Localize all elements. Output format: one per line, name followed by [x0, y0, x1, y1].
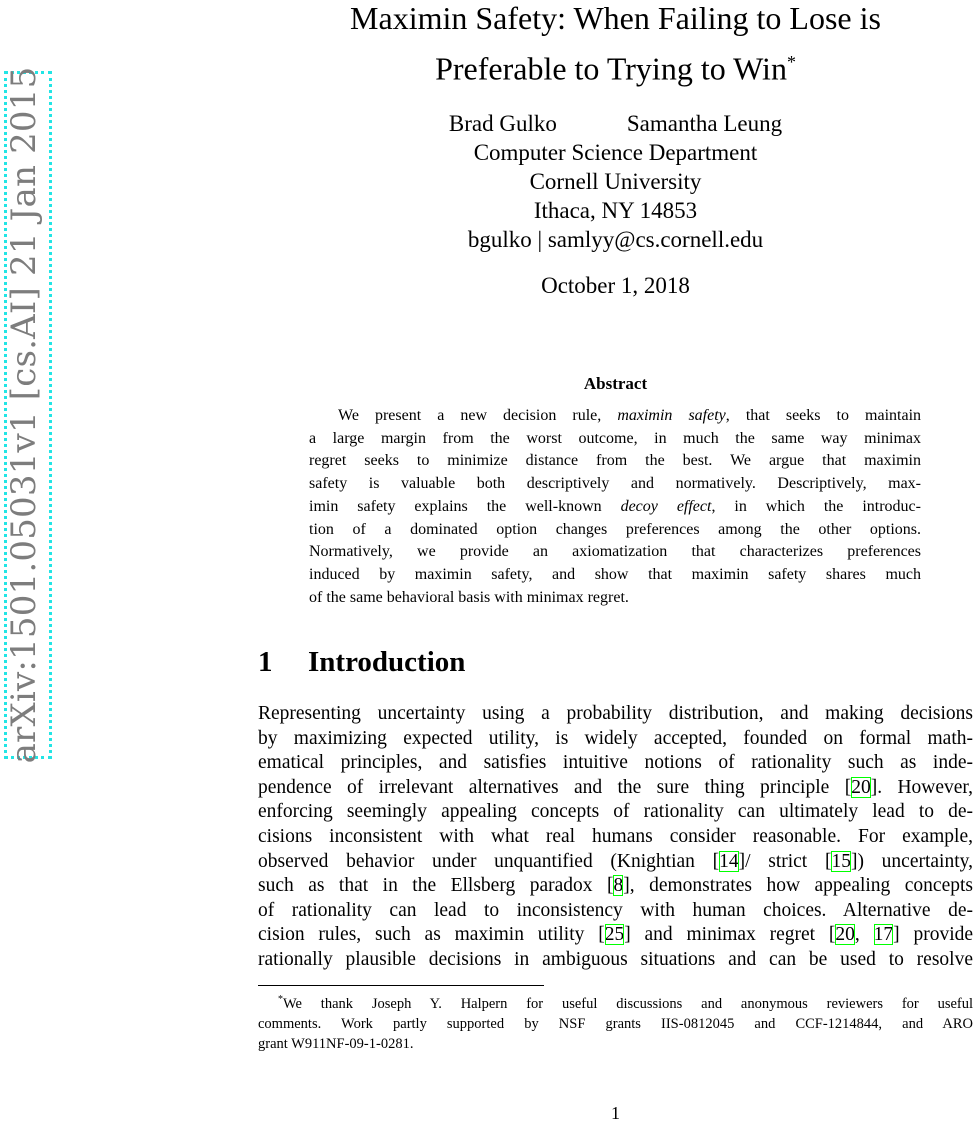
abstract-line: induced by maximin safety, and show that maximin safety shares much	[309, 565, 921, 583]
title-line-1: Maximin Safety: When Failing to Lose is	[350, 0, 881, 36]
abstract-body	[309, 405, 921, 609]
page-number: 1	[611, 1103, 620, 1123]
affiliation-location: Ithaca, NY 14853	[533, 198, 698, 223]
section-heading	[258, 646, 465, 679]
affiliation-university: Cornell University	[529, 169, 702, 194]
footnote-line: grant W911NF-09-1-0281.	[258, 1035, 414, 1052]
body-line: pendence of irrelevant alternatives and the sure thing principle [20]. However,	[258, 776, 973, 798]
paper-date: October 1, 2018	[541, 273, 690, 298]
body-line: cisions inconsistent with what real humans consider reasonable. For example,	[258, 825, 973, 847]
section-number: 1	[258, 646, 273, 678]
author-emails: bgulko | samlyy@cs.cornell.edu	[467, 227, 764, 252]
body-line: rationally plausible decisions in ambiguous situations and can be used to resolve	[258, 948, 973, 970]
citation-link[interactable]: 8	[613, 875, 624, 897]
abstract-line: a large margin from the worst outcome, in much the same way minimax	[309, 429, 921, 447]
abstract-line: Normatively, we provide an axiomatization that characterizes preferences	[309, 543, 921, 561]
body-line: cision rules, such as maximin utility [25] and minimax regret [20, 17] provide	[258, 924, 973, 946]
citation-link[interactable]: 20	[835, 924, 855, 946]
abstract-line: safety is valuable both descriptively and normatively. Descriptively, max-	[309, 475, 921, 493]
author-names	[258, 109, 973, 138]
footnote-line: comments. Work partly supported by NSF grants IIS-0812045 and CCF-1214844, and ARO	[258, 1015, 973, 1032]
title-line-2-text: Preferable to Trying to Win	[435, 50, 787, 87]
term-maximin-safety: maximin safety	[617, 407, 726, 424]
author-2: Samantha Leung	[626, 111, 783, 136]
citation-link[interactable]: 25	[604, 924, 625, 946]
citation-link[interactable]: 15	[831, 850, 851, 872]
abstract-line: We present a new decision rule, maximin safety, that seeks to maintain	[338, 407, 922, 424]
abstract-line: regret seeks to minimize distance from the best. We argue that maximin	[309, 452, 921, 470]
author-1: Brad Gulko	[448, 111, 557, 136]
abstract-line: imin safety explains the well-known decoy effect, in which the introduc-	[309, 497, 921, 515]
footnote	[258, 990, 973, 1054]
body-line: of rationality can lead to inconsistency with human choices. Alternative de-	[258, 899, 973, 921]
abstract-line: tion of a dominated option changes preferences among the other options.	[309, 520, 921, 538]
section-title: Introduction	[308, 646, 466, 678]
author-block	[258, 109, 973, 254]
abstract-heading: Abstract	[583, 374, 648, 393]
arxiv-stamp: arXiv:1501.05031v1 [cs.AI] 21 Jan 2015	[4, 66, 44, 764]
body-line: by maximizing expected utility, is widely accepted, founded on formal math-	[258, 727, 973, 749]
title-line-2	[258, 40, 973, 91]
intro-paragraph	[258, 702, 973, 973]
citation-link[interactable]: 20	[851, 776, 871, 798]
body-line: Representing uncertainty using a probability distribution, and making decisions	[258, 703, 973, 724]
citation-link[interactable]: 14	[719, 850, 739, 872]
body-line: such as that in the Ellsberg paradox [8], demonstrates how appealing concepts	[258, 875, 973, 897]
body-line: observed behavior under unquantified (Knightian [14]/ strict [15]) uncertainty,	[258, 850, 973, 872]
body-line: enforcing seemingly appealing concepts of rationality can ultimately lead to de-	[258, 801, 973, 823]
title-footnote-mark: *	[786, 52, 796, 72]
body-line: ematical principles, and satisfies intuitive notions of rationality such as inde-	[258, 752, 973, 774]
abstract-line: of the same behavioral basis with minimax regret.	[309, 588, 629, 606]
footnote-mark: *	[278, 994, 283, 1005]
citation-link[interactable]: 17	[873, 924, 894, 946]
paper-title	[258, 0, 973, 91]
affiliation-department: Computer Science Department	[473, 140, 758, 165]
footnote-rule	[258, 985, 544, 986]
footnote-line: *We thank Joseph Y. Halpern for useful discussions and anonymous reviewers for useful	[278, 994, 973, 1012]
term-decoy-effect: decoy effect	[620, 497, 712, 515]
